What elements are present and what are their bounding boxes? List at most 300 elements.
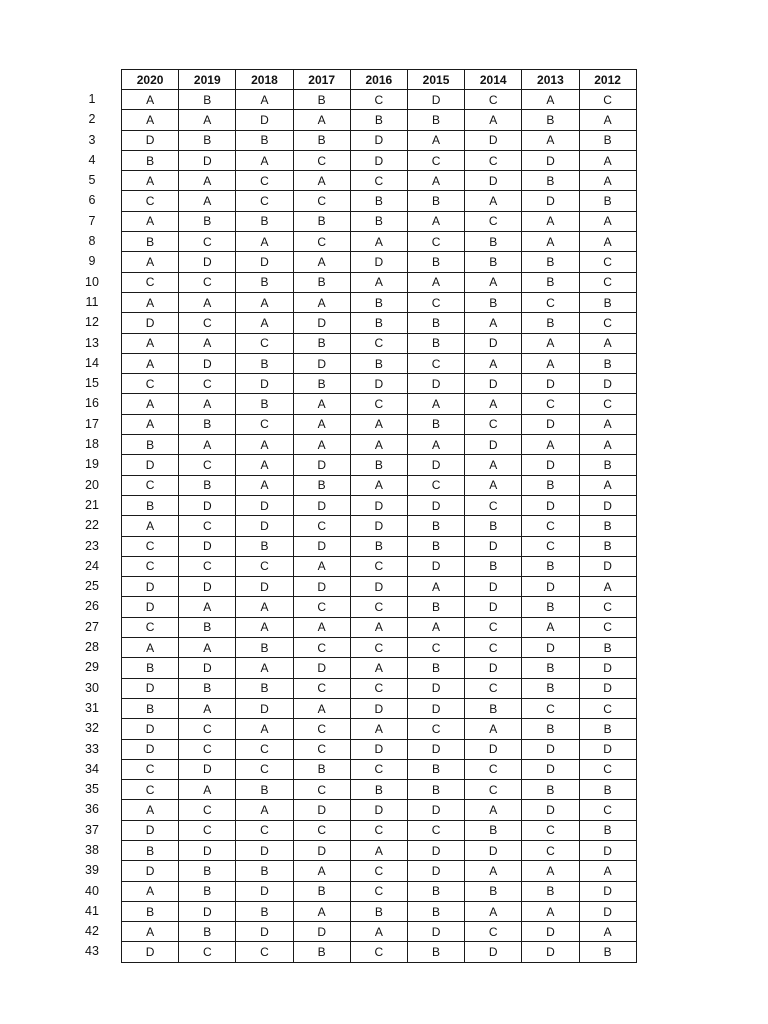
answer-cell: D [522, 150, 579, 170]
answer-cell: D [522, 759, 579, 779]
table-row [122, 577, 637, 597]
answer-cell: A [350, 922, 407, 942]
answer-cell: A [579, 110, 636, 130]
answer-cell: D [236, 252, 293, 272]
answer-cell: C [293, 516, 350, 536]
row-number: 2 [88, 112, 96, 127]
answer-cell: B [407, 658, 464, 678]
table-row [122, 313, 637, 333]
answer-cell: B [236, 780, 293, 800]
answer-cell: B [179, 130, 236, 150]
answer-cell: B [179, 861, 236, 881]
answer-cell: C [350, 333, 407, 353]
row-number: 35 [85, 782, 99, 797]
year-header-cell: 2013 [522, 70, 579, 90]
answer-cell: A [522, 211, 579, 231]
answer-cell: A [179, 333, 236, 353]
answer-cell: B [465, 820, 522, 840]
answer-cell: A [293, 435, 350, 455]
answer-cell: D [179, 901, 236, 921]
answer-cell: D [522, 800, 579, 820]
answer-cell: B [293, 942, 350, 962]
answer-cell: B [522, 678, 579, 698]
answer-cell: B [407, 414, 464, 434]
row-number: 41 [85, 903, 99, 918]
table-row [122, 840, 637, 860]
answer-cell: B [522, 252, 579, 272]
answer-cell: C [350, 638, 407, 658]
answer-cell: B [179, 414, 236, 434]
answer-cell: A [465, 719, 522, 739]
answer-cell: A [122, 211, 179, 231]
answer-cell: C [350, 881, 407, 901]
answer-cell: B [179, 881, 236, 901]
answer-cell: A [179, 191, 236, 211]
answer-cell: A [236, 232, 293, 252]
table-row [122, 150, 637, 170]
answer-cell: B [122, 495, 179, 515]
answer-cell: D [350, 516, 407, 536]
answer-cell: B [350, 455, 407, 475]
answer-cell: B [350, 292, 407, 312]
answer-cell: A [465, 191, 522, 211]
answer-cell: A [407, 394, 464, 414]
answer-cell: B [522, 719, 579, 739]
answer-cell: D [293, 313, 350, 333]
answer-cell: D [350, 800, 407, 820]
answer-cell: D [293, 658, 350, 678]
answer-cell: A [579, 475, 636, 495]
answer-cell: D [407, 374, 464, 394]
answer-cell: A [407, 171, 464, 191]
answer-cell: D [236, 110, 293, 130]
answer-cell: A [179, 638, 236, 658]
answer-cell: B [407, 313, 464, 333]
answer-cell: B [179, 922, 236, 942]
table-row [122, 475, 637, 495]
row-number: 17 [85, 416, 99, 431]
answer-cell: B [236, 353, 293, 373]
answer-cell: A [407, 577, 464, 597]
answer-cell: B [579, 942, 636, 962]
table-row [122, 394, 637, 414]
answer-cell: D [465, 658, 522, 678]
answer-cell: D [579, 739, 636, 759]
answer-cell: D [522, 942, 579, 962]
answer-cell: D [293, 840, 350, 860]
answer-cell: C [179, 272, 236, 292]
table-row [122, 861, 637, 881]
answer-cell: A [122, 800, 179, 820]
answer-cell: C [179, 820, 236, 840]
answer-cell: D [465, 374, 522, 394]
answer-cell: C [407, 232, 464, 252]
answer-cell: B [236, 130, 293, 150]
answer-cell: B [579, 780, 636, 800]
answer-cell: A [579, 211, 636, 231]
answer-cell: B [122, 901, 179, 921]
answer-cell: B [236, 861, 293, 881]
year-header-cell: 2017 [293, 70, 350, 90]
row-number: 38 [85, 842, 99, 857]
answer-cell: D [465, 942, 522, 962]
answer-cell: B [522, 780, 579, 800]
answer-cell: C [522, 820, 579, 840]
answer-cell: C [179, 455, 236, 475]
answer-cell: B [293, 130, 350, 150]
answer-cell: B [465, 516, 522, 536]
answer-cell: C [579, 597, 636, 617]
answer-cell: C [465, 495, 522, 515]
answer-cell: B [350, 191, 407, 211]
answer-cell: D [179, 252, 236, 272]
answer-cell: B [236, 901, 293, 921]
table-row [122, 374, 637, 394]
answer-cell: A [579, 171, 636, 191]
row-number: 25 [85, 579, 99, 594]
answer-cell: C [293, 780, 350, 800]
row-number: 43 [85, 944, 99, 959]
answer-cell: C [236, 414, 293, 434]
answer-cell: C [407, 150, 464, 170]
answer-cell: C [236, 171, 293, 191]
answer-cell: D [465, 333, 522, 353]
table-row [122, 556, 637, 576]
answer-cell: A [522, 901, 579, 921]
answer-cell: D [407, 739, 464, 759]
answer-cell: A [465, 353, 522, 373]
answer-cell: B [465, 698, 522, 718]
answer-cell: C [522, 516, 579, 536]
answer-cell: B [407, 536, 464, 556]
answer-cell: B [522, 658, 579, 678]
answer-cell: C [179, 942, 236, 962]
answer-cell: D [122, 597, 179, 617]
answer-cell: C [236, 191, 293, 211]
answer-cell: D [122, 942, 179, 962]
table-row [122, 90, 637, 110]
answer-cell: C [522, 698, 579, 718]
answer-cell: B [465, 252, 522, 272]
answer-cell: A [236, 313, 293, 333]
answer-cell: C [122, 272, 179, 292]
answer-cell: B [522, 110, 579, 130]
answer-cell: B [465, 556, 522, 576]
answer-cell: A [407, 211, 464, 231]
answer-cell: B [293, 211, 350, 231]
row-number: 23 [85, 538, 99, 553]
answer-cell: A [350, 272, 407, 292]
answer-cell: D [236, 516, 293, 536]
answer-cell: B [579, 638, 636, 658]
answer-cell: C [293, 820, 350, 840]
answer-cell: D [179, 536, 236, 556]
answer-cell: C [122, 556, 179, 576]
answer-cell: C [179, 374, 236, 394]
answer-cell: C [236, 942, 293, 962]
table-row [122, 130, 637, 150]
answer-cell: B [522, 272, 579, 292]
answer-cell: B [522, 475, 579, 495]
answer-cell: A [522, 861, 579, 881]
row-number: 21 [85, 497, 99, 512]
row-number: 13 [85, 335, 99, 350]
answer-cell: C [350, 678, 407, 698]
answer-cell: C [579, 617, 636, 637]
answer-cell: A [122, 881, 179, 901]
table-row [122, 495, 637, 515]
table-row [122, 658, 637, 678]
answer-cell: C [179, 232, 236, 252]
answer-cell: A [236, 658, 293, 678]
row-number: 39 [85, 863, 99, 878]
answer-cell: B [122, 435, 179, 455]
answer-cell: B [579, 536, 636, 556]
row-number: 24 [85, 558, 99, 573]
answer-cell: A [122, 110, 179, 130]
row-number: 6 [88, 193, 96, 208]
table-row [122, 232, 637, 252]
answer-cell: C [350, 597, 407, 617]
answer-cell: A [293, 252, 350, 272]
answer-cell: D [236, 374, 293, 394]
answer-cell: C [236, 759, 293, 779]
answer-cell: D [465, 171, 522, 191]
answer-cell: C [122, 617, 179, 637]
answer-cell: A [579, 577, 636, 597]
row-number: 18 [85, 437, 99, 452]
answer-cell: C [579, 394, 636, 414]
answer-cell: D [179, 353, 236, 373]
year-header-cell: 2015 [407, 70, 464, 90]
answer-cell: D [293, 577, 350, 597]
answer-cell: D [293, 800, 350, 820]
answer-cell: B [122, 658, 179, 678]
answer-cell: B [293, 90, 350, 110]
table-row [122, 820, 637, 840]
answer-cell: A [179, 698, 236, 718]
answer-cell: D [522, 191, 579, 211]
answer-cell: A [350, 435, 407, 455]
table-row [122, 800, 637, 820]
answer-cell: D [579, 495, 636, 515]
answer-cell: A [522, 232, 579, 252]
row-number: 29 [85, 660, 99, 675]
answer-cell: D [465, 130, 522, 150]
row-number: 32 [85, 721, 99, 736]
year-header-cell: 2012 [579, 70, 636, 90]
answer-table-body [122, 90, 637, 963]
answer-cell: D [579, 556, 636, 576]
answer-cell: B [236, 638, 293, 658]
answer-cell: D [407, 90, 464, 110]
row-number: 42 [85, 924, 99, 939]
answer-cell: C [293, 232, 350, 252]
answer-cell: C [465, 211, 522, 231]
answer-cell: D [350, 150, 407, 170]
answer-cell: A [407, 617, 464, 637]
answer-cell: C [579, 759, 636, 779]
answer-cell: B [407, 780, 464, 800]
answer-cell: B [179, 211, 236, 231]
row-number: 5 [88, 173, 96, 188]
answer-cell: A [236, 719, 293, 739]
answer-cell: A [579, 922, 636, 942]
answer-cell: D [293, 495, 350, 515]
answer-cell: C [293, 150, 350, 170]
answer-cell: A [465, 394, 522, 414]
answer-cell: A [350, 617, 407, 637]
answer-cell: B [236, 536, 293, 556]
row-number-column [72, 89, 112, 962]
answer-cell: C [122, 536, 179, 556]
answer-cell: D [122, 678, 179, 698]
table-row [122, 211, 637, 231]
answer-cell: A [465, 110, 522, 130]
table-row [122, 739, 637, 759]
answer-cell: C [293, 739, 350, 759]
answer-cell: B [407, 516, 464, 536]
answer-cell: B [522, 313, 579, 333]
row-number: 30 [85, 680, 99, 695]
answer-cell: D [579, 658, 636, 678]
answer-cell: A [465, 272, 522, 292]
answer-cell: B [350, 901, 407, 921]
answer-cell: D [293, 922, 350, 942]
row-number: 3 [88, 132, 96, 147]
answer-cell: B [579, 455, 636, 475]
answer-cell: D [522, 495, 579, 515]
table-row [122, 353, 637, 373]
answer-cell: B [465, 292, 522, 312]
answer-cell: C [465, 922, 522, 942]
answer-cell: A [179, 435, 236, 455]
answer-cell: D [236, 840, 293, 860]
answer-cell: D [407, 840, 464, 860]
answer-cell: B [179, 475, 236, 495]
answer-cell: D [407, 495, 464, 515]
answer-cell: C [293, 191, 350, 211]
answer-cell: D [350, 698, 407, 718]
answer-cell: C [465, 90, 522, 110]
answer-cell: C [465, 759, 522, 779]
answer-cell: A [465, 455, 522, 475]
answer-cell: C [350, 556, 407, 576]
answer-cell: A [179, 780, 236, 800]
table-row [122, 597, 637, 617]
answer-cell: C [465, 638, 522, 658]
answer-cell: A [465, 313, 522, 333]
table-row [122, 780, 637, 800]
row-number: 31 [85, 700, 99, 715]
answer-cell: A [293, 861, 350, 881]
table-row [122, 435, 637, 455]
answer-cell: D [293, 536, 350, 556]
table-row [122, 191, 637, 211]
answer-cell: B [350, 110, 407, 130]
answer-cell: D [350, 577, 407, 597]
answer-cell: B [522, 597, 579, 617]
answer-cell: D [122, 313, 179, 333]
answer-cell: D [407, 861, 464, 881]
answer-cell: D [522, 638, 579, 658]
answer-cell: D [579, 881, 636, 901]
answer-cell: C [579, 252, 636, 272]
answer-cell: C [236, 739, 293, 759]
row-number: 27 [85, 619, 99, 634]
answer-cell: C [179, 800, 236, 820]
row-number: 37 [85, 822, 99, 837]
answer-cell: D [179, 150, 236, 170]
row-number: 33 [85, 741, 99, 756]
answer-cell: C [522, 394, 579, 414]
table-row [122, 110, 637, 130]
answer-cell: C [179, 516, 236, 536]
year-header-cell: 2014 [465, 70, 522, 90]
table-row [122, 292, 637, 312]
answer-cell: C [293, 597, 350, 617]
answer-cell: A [122, 353, 179, 373]
answer-cell: D [350, 130, 407, 150]
answer-cell: C [179, 556, 236, 576]
answer-cell: A [579, 435, 636, 455]
answer-cell: D [350, 252, 407, 272]
answer-cell: D [522, 739, 579, 759]
row-number: 15 [85, 376, 99, 391]
answer-cell: B [579, 130, 636, 150]
answer-cell: C [350, 861, 407, 881]
answer-cell: D [522, 577, 579, 597]
answer-cell: A [293, 698, 350, 718]
answer-cell: D [122, 130, 179, 150]
answer-cell: A [579, 333, 636, 353]
answer-cell: A [579, 232, 636, 252]
row-number: 34 [85, 761, 99, 776]
answer-cell: C [179, 719, 236, 739]
answer-cell: B [407, 191, 464, 211]
table-row [122, 942, 637, 962]
row-number: 12 [85, 315, 99, 330]
answer-cell: C [579, 800, 636, 820]
answer-cell: A [293, 414, 350, 434]
answer-cell: A [122, 414, 179, 434]
table-row [122, 272, 637, 292]
table-row [122, 414, 637, 434]
answer-cell: C [122, 759, 179, 779]
year-header-cell: 2016 [350, 70, 407, 90]
answer-cell: D [350, 495, 407, 515]
answer-cell: B [293, 374, 350, 394]
table-row [122, 252, 637, 272]
answer-cell: A [122, 90, 179, 110]
answer-cell: C [465, 617, 522, 637]
table-row [122, 333, 637, 353]
answer-cell: D [465, 840, 522, 860]
table-row [122, 516, 637, 536]
answer-cell: D [179, 840, 236, 860]
row-number: 14 [85, 355, 99, 370]
answer-cell: C [122, 475, 179, 495]
answer-cell: A [465, 800, 522, 820]
answer-cell: A [293, 171, 350, 191]
answer-cell: D [122, 820, 179, 840]
table-row [122, 922, 637, 942]
answer-cell: C [522, 840, 579, 860]
answer-cell: C [579, 698, 636, 718]
answer-cell: D [293, 353, 350, 373]
answer-cell: B [350, 313, 407, 333]
answer-cell: C [293, 678, 350, 698]
